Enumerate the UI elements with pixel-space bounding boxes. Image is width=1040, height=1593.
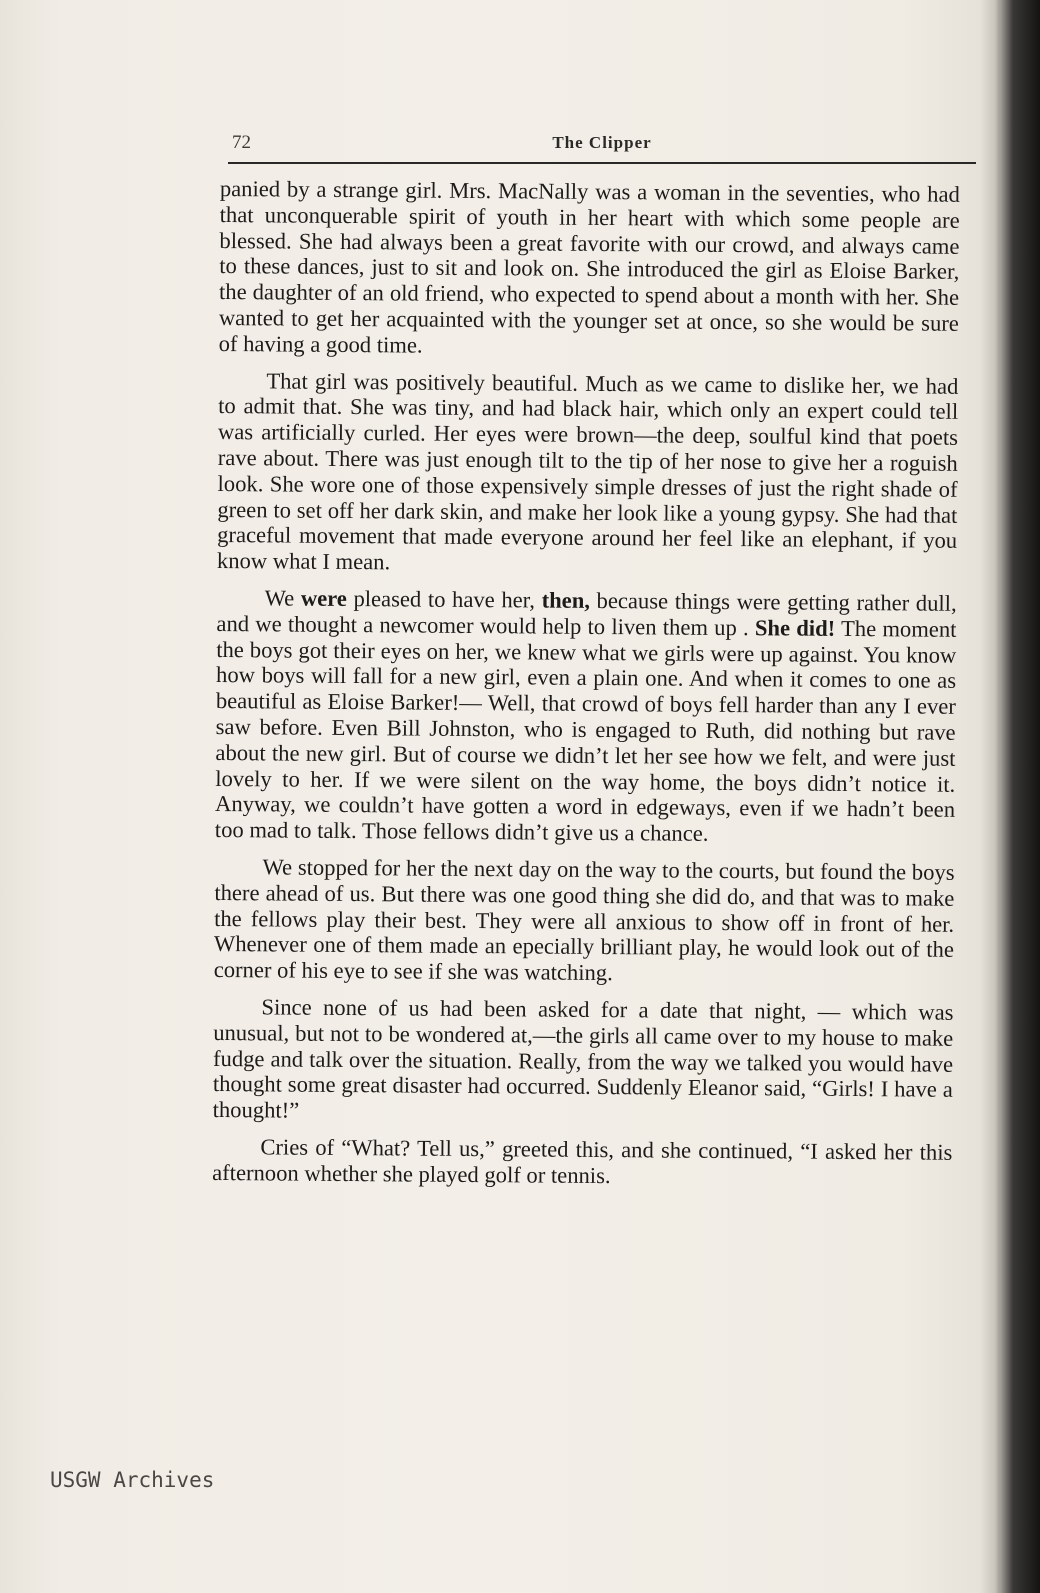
page-header xyxy=(228,128,976,164)
paragraph-3 xyxy=(215,585,957,849)
text-run: Cries of “What? Tell us,” greeted this, and she continued, “I asked her this afternoon whether she played golf or tennis. xyxy=(212,1134,953,1188)
text-run: pleased to have her, xyxy=(346,585,542,613)
text-run: We xyxy=(264,585,301,611)
text-run: We stopped for her the next day on the way to the courts, but found the boys there ahead of us. But there was one good thing she did do, and that was to make the fellows play their best. They were all anxious to show off in front of her. Whenever one of them made an epecially brilliant play, he would look out of the corner of his eye to see if she was watching. xyxy=(213,854,955,986)
emphasis-text: then, xyxy=(541,587,591,613)
article-body xyxy=(212,176,960,1202)
text-run: That girl was positively beautiful. Much as we came to dislike her, we had to admit that. She was tiny, and had black hair, which only an expert could tell was artificially curled. Her eyes were brown—the deep, soulful kind that poets rave about. There was just enough tilt to the tip of her nose to give her a roguish look. She wore one of those expensively simple dresses of just the right shade of green to set off her dark skin, and make her look like a young gypsy. She had that graceful movement that made everyone around her feel like an elephant, if you know what I mean. xyxy=(216,367,959,575)
book-binding-shadow xyxy=(980,0,1040,1593)
archive-watermark: USGW Archives xyxy=(50,1468,215,1492)
running-head-title: The Clipper xyxy=(552,133,652,152)
page-number: 72 xyxy=(232,132,251,153)
text-run: The moment the boys got their eyes on her, we knew what we girls were up against. You know how boys will fall for a new girl, even a plain one. And when it comes to one as beautiful as Eloise Barker!— Well, that crowd of boys fell harder than any I ever saw before. Even Bill Johnston, who is engaged to Ruth, did nothing but rave about the new girl. But of course we didn’t let her see how we felt, and were just lovely to her. If we were silent on the way home, the boys didn’t notice it. Anyway, we couldn’t have gotten a word in edgeways, even if we hadn’t been too mad to talk. Those fellows didn’t give us a chance. xyxy=(214,615,957,846)
paragraph-4 xyxy=(214,854,955,989)
emphasis-text: She did! xyxy=(754,614,836,641)
paragraph-6 xyxy=(212,1134,952,1191)
text-run: because things were getting rather dull, and we thought a newcomer would help to liven them up . xyxy=(216,587,957,640)
emphasis-text: were xyxy=(300,585,347,611)
text-run: Since none of us had been asked for a date that night, — which was unusual, but not to be wondered at,—the girls all came over to my house to make fudge and talk over the situation. Really, from the way we talked you would have thought some great disaster had occurred. Suddenly Eleanor said, “Girls! I have a thought!” xyxy=(212,994,954,1123)
text-run: panied by a strange girl. Mrs. MacNally was a woman in the seventies, who had that unconquerable spirit of youth in her heart with which some people are blessed. She had always been a great favorite with our crowd, and always came to these dances, just to sit and look on. She introduced the girl as Eloise Barker, the daughter of an old friend, who expected to spend about a month with her. She wanted to get her acquainted with the younger set at once, so she would be sure of having a good time. xyxy=(218,176,960,358)
paragraph-1 xyxy=(219,176,960,362)
paragraph-2 xyxy=(217,368,959,580)
paragraph-5 xyxy=(213,994,954,1129)
